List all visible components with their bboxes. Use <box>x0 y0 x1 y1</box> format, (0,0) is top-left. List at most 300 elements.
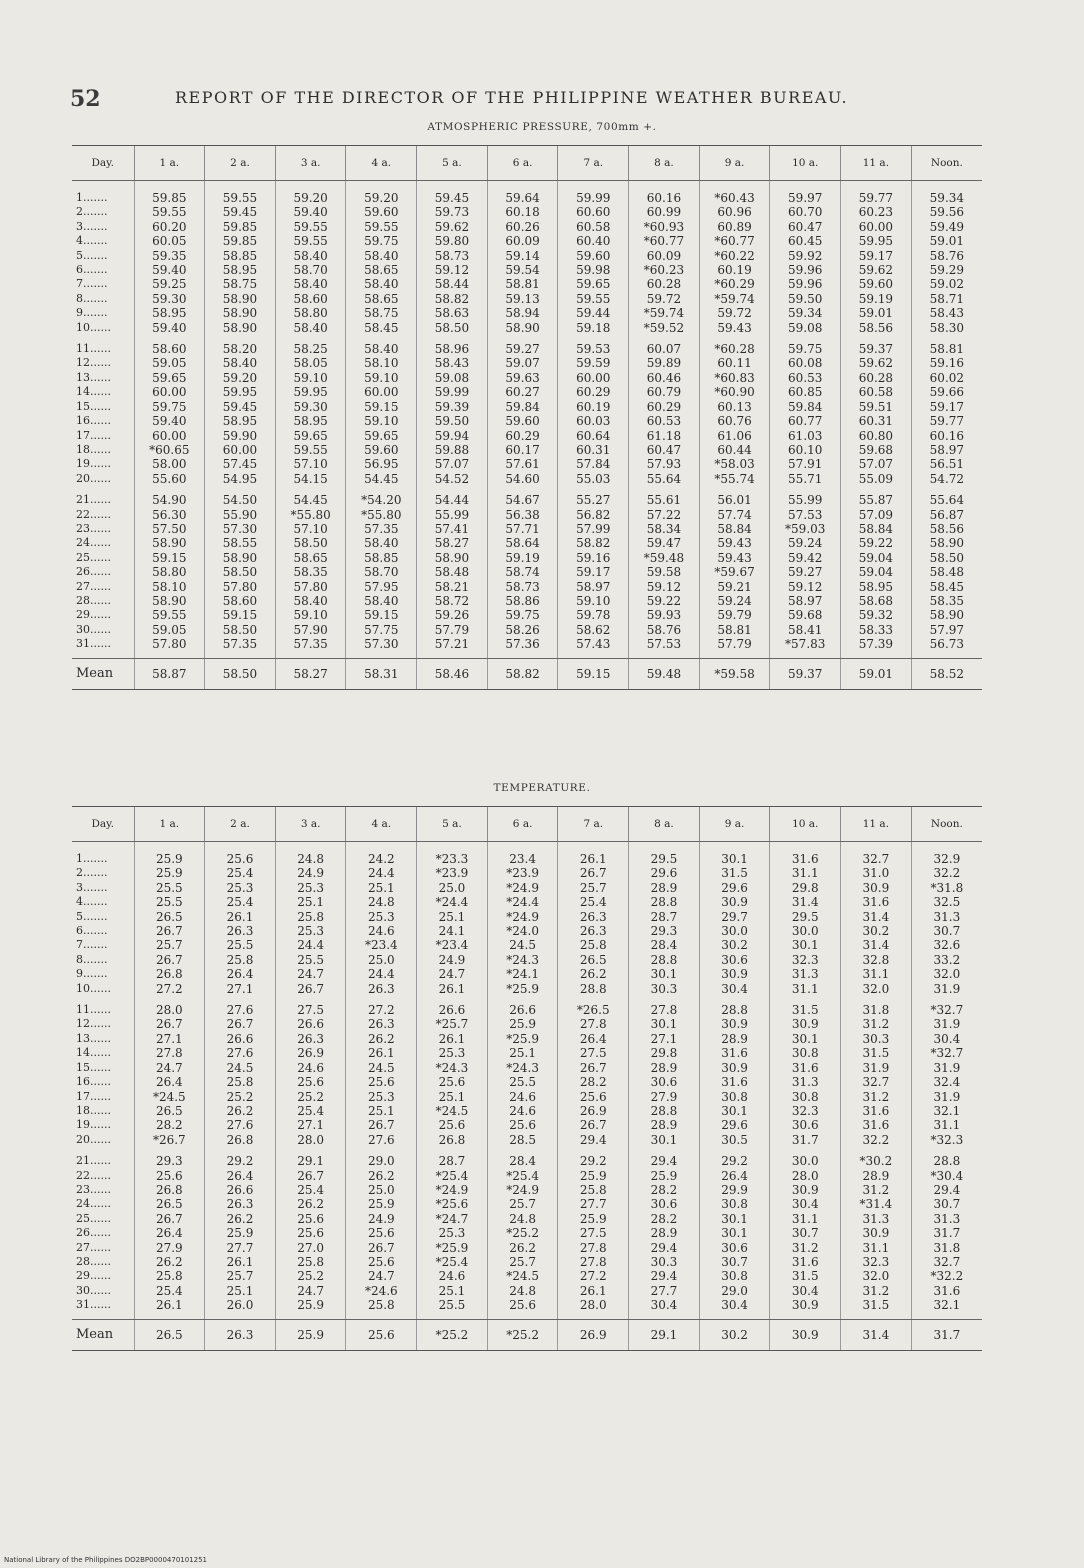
temperature-value: 27.6 <box>205 1118 276 1132</box>
pressure-value: *59.03 <box>770 522 841 536</box>
temperature-value: 27.1 <box>134 1032 205 1046</box>
pressure-value: 59.65 <box>346 429 417 443</box>
pressure-value: 57.07 <box>841 457 912 471</box>
pressure-value: *60.83 <box>699 371 770 385</box>
temperature-value: 24.4 <box>346 866 417 880</box>
temperature-value: 26.2 <box>275 1197 346 1211</box>
temperature-value: 26.3 <box>558 924 629 938</box>
pressure-value: 59.45 <box>205 205 276 219</box>
pressure-value: 56.82 <box>558 508 629 522</box>
temperature-value: 26.7 <box>275 982 346 996</box>
temperature-value: 32.0 <box>841 982 912 996</box>
pressure-value: 59.60 <box>346 443 417 457</box>
pressure-value: 60.40 <box>558 234 629 248</box>
pressure-value: 59.62 <box>841 263 912 277</box>
pressure-value: 59.90 <box>205 429 276 443</box>
temperature-col-header: 1 a. <box>134 807 205 842</box>
pressure-value: 58.84 <box>699 522 770 536</box>
temperature-value: 26.8 <box>134 1183 205 1197</box>
temperature-value: 31.6 <box>770 852 841 866</box>
temperature-row <box>72 1090 982 1104</box>
pressure-value: 58.82 <box>558 536 629 550</box>
pressure-value: 59.73 <box>417 205 488 219</box>
spacer-cell <box>134 486 205 493</box>
pressure-value: 54.95 <box>205 472 276 486</box>
pressure-value: *55.80 <box>346 508 417 522</box>
day-label: 26...... <box>76 1226 111 1240</box>
temperature-value: *26.7 <box>134 1133 205 1147</box>
temperature-value: 25.5 <box>134 895 205 909</box>
temperature-value: 30.8 <box>699 1090 770 1104</box>
temperature-value: 25.5 <box>275 953 346 967</box>
temperature-value: 31.7 <box>911 1226 982 1240</box>
pressure-value: 58.90 <box>205 321 276 335</box>
spacer-cell <box>841 181 912 192</box>
temperature-value: 30.2 <box>699 938 770 952</box>
pressure-value: 58.90 <box>911 608 982 622</box>
pressure-value: 58.33 <box>841 623 912 637</box>
pressure-row <box>72 508 982 522</box>
pressure-value: 57.97 <box>911 623 982 637</box>
spacer-cell <box>629 842 700 853</box>
day-label: 22...... <box>76 1168 111 1182</box>
temperature-value: 24.7 <box>275 967 346 981</box>
temperature-value: 31.1 <box>770 1212 841 1226</box>
spacer-cell <box>134 996 205 1003</box>
temperature-value: 24.9 <box>417 953 488 967</box>
spacer-cell <box>346 996 417 1003</box>
pressure-header-row <box>72 146 982 181</box>
pressure-value: 57.50 <box>134 522 205 536</box>
temperature-value: 26.6 <box>487 1003 558 1017</box>
pressure-value: 60.58 <box>841 385 912 399</box>
temperature-value: 29.4 <box>629 1154 700 1168</box>
temperature-value: 25.1 <box>417 910 488 924</box>
temperature-value: 30.0 <box>699 924 770 938</box>
temperature-value: 30.7 <box>770 1226 841 1240</box>
temperature-value: 25.9 <box>346 1197 417 1211</box>
mean-value: 59.01 <box>841 658 912 689</box>
temperature-header-row <box>72 807 982 842</box>
pressure-value: 55.64 <box>629 472 700 486</box>
temperature-value: 26.6 <box>417 1003 488 1017</box>
pressure-value: 58.95 <box>275 414 346 428</box>
temperature-value: 29.3 <box>134 1154 205 1168</box>
pressure-value: 60.29 <box>487 429 558 443</box>
temperature-row <box>72 1255 982 1269</box>
pressure-value: *60.93 <box>629 220 700 234</box>
pressure-value: 61.03 <box>770 429 841 443</box>
temperature-value: *25.2 <box>487 1226 558 1240</box>
day-label: 7....... <box>76 277 108 291</box>
temperature-row <box>72 953 982 967</box>
pressure-value: 58.43 <box>911 306 982 320</box>
pressure-value: 58.25 <box>275 342 346 356</box>
temperature-value: *30.4 <box>911 1169 982 1183</box>
temperature-row <box>72 938 982 952</box>
pressure-value: 59.29 <box>911 263 982 277</box>
pressure-row <box>72 536 982 550</box>
temperature-value: 28.0 <box>558 1298 629 1312</box>
pressure-value: 60.19 <box>558 400 629 414</box>
pressure-value: 59.10 <box>558 594 629 608</box>
spacer-cell <box>629 996 700 1003</box>
temperature-value: 26.3 <box>275 1032 346 1046</box>
temperature-value: 30.5 <box>699 1133 770 1147</box>
temperature-value: 24.5 <box>346 1061 417 1075</box>
pressure-row <box>72 249 982 263</box>
pressure-value: 59.55 <box>275 234 346 248</box>
temperature-value: 26.6 <box>275 1017 346 1031</box>
pressure-value: 59.22 <box>629 594 700 608</box>
day-label: 16...... <box>76 414 111 428</box>
temperature-value: 25.8 <box>558 1183 629 1197</box>
temperature-value: 24.8 <box>487 1212 558 1226</box>
pressure-value: 57.53 <box>629 637 700 651</box>
temperature-value: 30.1 <box>629 967 700 981</box>
pressure-value: *54.20 <box>346 493 417 507</box>
pressure-value: 58.97 <box>911 443 982 457</box>
mean-value: 58.52 <box>911 658 982 689</box>
temperature-value: 30.6 <box>770 1118 841 1132</box>
pressure-value: 59.10 <box>275 371 346 385</box>
temperature-value: *25.4 <box>417 1255 488 1269</box>
pressure-value: 58.85 <box>205 249 276 263</box>
temperature-value: *25.9 <box>417 1241 488 1255</box>
temperature-value: 31.5 <box>770 1003 841 1017</box>
pressure-value: 59.20 <box>205 371 276 385</box>
pressure-value: 55.99 <box>770 493 841 507</box>
pressure-value: 58.55 <box>205 536 276 550</box>
temperature-value: 25.6 <box>558 1090 629 1104</box>
pressure-value: 60.26 <box>487 220 558 234</box>
temperature-value: 24.7 <box>346 1269 417 1283</box>
pressure-value: 57.35 <box>275 637 346 651</box>
temperature-value: 26.5 <box>134 1104 205 1118</box>
pressure-value: 59.08 <box>417 371 488 385</box>
temperature-row <box>72 1212 982 1226</box>
pressure-value: 57.10 <box>275 457 346 471</box>
pressure-value: 56.95 <box>346 457 417 471</box>
mean-value: 25.9 <box>275 1319 346 1350</box>
temperature-value: 27.1 <box>629 1032 700 1046</box>
mean-value: 26.3 <box>205 1319 276 1350</box>
temperature-value: 32.0 <box>841 1269 912 1283</box>
pressure-value: 57.35 <box>205 637 276 651</box>
temperature-value: 26.5 <box>134 1197 205 1211</box>
day-label: 1....... <box>76 852 108 865</box>
pressure-value: 58.76 <box>911 249 982 263</box>
day-label: 15...... <box>76 1060 111 1074</box>
temperature-value: 29.6 <box>629 866 700 880</box>
temperature-value: 27.8 <box>134 1046 205 1060</box>
pressure-value: 59.59 <box>558 356 629 370</box>
pressure-value: 60.58 <box>558 220 629 234</box>
temperature-value: *25.7 <box>417 1017 488 1031</box>
temperature-value: 31.3 <box>911 910 982 924</box>
temperature-row <box>72 1032 982 1046</box>
pressure-value: *57.83 <box>770 637 841 651</box>
temperature-value: 24.8 <box>487 1284 558 1298</box>
pressure-value: 59.99 <box>417 385 488 399</box>
temperature-value: 30.6 <box>699 1241 770 1255</box>
day-label: 3....... <box>76 880 108 894</box>
temperature-value: 31.3 <box>770 1075 841 1089</box>
pressure-value: 59.63 <box>487 371 558 385</box>
temperature-value: 29.9 <box>699 1183 770 1197</box>
temperature-value: 27.9 <box>629 1090 700 1104</box>
temperature-value: 30.7 <box>911 924 982 938</box>
temperature-value: 25.3 <box>346 1090 417 1104</box>
day-label: 18...... <box>76 1103 111 1117</box>
spacer-cell <box>134 181 205 192</box>
pressure-value: 57.09 <box>841 508 912 522</box>
pressure-value: 59.55 <box>558 292 629 306</box>
pressure-value: 59.55 <box>134 608 205 622</box>
pressure-value: 59.05 <box>134 623 205 637</box>
temperature-value: 25.6 <box>275 1075 346 1089</box>
pressure-value: 58.90 <box>417 551 488 565</box>
day-label: 25...... <box>76 1211 111 1225</box>
temperature-value: 25.6 <box>275 1212 346 1226</box>
temperature-row <box>72 1075 982 1089</box>
pressure-value: 59.88 <box>417 443 488 457</box>
pressure-value: 59.47 <box>629 536 700 550</box>
temperature-value: 25.9 <box>487 1017 558 1031</box>
pressure-value: 59.93 <box>629 608 700 622</box>
temperature-value: 26.4 <box>205 967 276 981</box>
pressure-value: 55.99 <box>417 508 488 522</box>
pressure-value: 58.40 <box>275 249 346 263</box>
pressure-value: 59.07 <box>487 356 558 370</box>
temperature-value: *25.9 <box>487 982 558 996</box>
pressure-value: 57.30 <box>346 637 417 651</box>
temperature-value: 26.5 <box>134 910 205 924</box>
pressure-value: 58.10 <box>134 580 205 594</box>
temperature-value: 32.7 <box>911 1255 982 1269</box>
pressure-value: 58.97 <box>558 580 629 594</box>
day-label: 9....... <box>76 967 108 981</box>
pressure-value: 60.03 <box>558 414 629 428</box>
temperature-value: 28.2 <box>629 1183 700 1197</box>
pressure-value: 59.75 <box>134 400 205 414</box>
temperature-row <box>72 866 982 880</box>
pressure-value: 59.60 <box>346 205 417 219</box>
pressure-row <box>72 234 982 248</box>
pressure-row <box>72 277 982 291</box>
temperature-value: 30.4 <box>770 1284 841 1298</box>
pressure-value: 59.92 <box>770 249 841 263</box>
pressure-value: 58.41 <box>770 623 841 637</box>
pressure-value: 59.27 <box>487 342 558 356</box>
pressure-value: 57.75 <box>346 623 417 637</box>
pressure-value: 58.60 <box>134 342 205 356</box>
pressure-value: 58.05 <box>275 356 346 370</box>
temperature-value: 25.4 <box>275 1104 346 1118</box>
pressure-value: 58.90 <box>205 306 276 320</box>
pressure-value: *58.03 <box>699 457 770 471</box>
pressure-value: 59.95 <box>275 385 346 399</box>
pressure-value: 59.13 <box>487 292 558 306</box>
pressure-col-header: 8 a. <box>629 146 700 181</box>
temperature-value: *24.9 <box>487 910 558 924</box>
temperature-col-header: 11 a. <box>841 807 912 842</box>
temperature-value: 30.1 <box>699 852 770 866</box>
spacer-cell <box>205 335 276 342</box>
pressure-value: 60.85 <box>770 385 841 399</box>
pressure-value: 60.00 <box>134 429 205 443</box>
pressure-value: 59.21 <box>699 580 770 594</box>
pressure-value: 59.05 <box>134 356 205 370</box>
day-label: 28...... <box>76 1254 111 1268</box>
pressure-value: 58.90 <box>487 321 558 335</box>
pressure-value: 58.20 <box>205 342 276 356</box>
spacer-cell <box>346 335 417 342</box>
pressure-value: 59.51 <box>841 400 912 414</box>
pressure-row <box>72 292 982 306</box>
spacer-cell <box>487 335 558 342</box>
pressure-value: 54.45 <box>346 472 417 486</box>
pressure-value: 58.81 <box>911 342 982 356</box>
spacer-row <box>72 335 982 342</box>
temperature-value: *23.9 <box>417 866 488 880</box>
spacer-cell <box>699 996 770 1003</box>
pressure-value: *60.28 <box>699 342 770 356</box>
day-label: 10...... <box>76 981 111 995</box>
spacer-cell <box>134 335 205 342</box>
pressure-value: 59.55 <box>205 191 276 205</box>
temperature-value: 26.7 <box>558 1061 629 1075</box>
pressure-value: 58.65 <box>346 292 417 306</box>
spacer-row <box>72 842 982 853</box>
temperature-value: 32.4 <box>911 1075 982 1089</box>
temperature-value: 26.9 <box>275 1046 346 1060</box>
temperature-value: 26.4 <box>558 1032 629 1046</box>
temperature-value: 31.4 <box>841 938 912 952</box>
temperature-value: 27.2 <box>346 1003 417 1017</box>
pressure-value: 59.68 <box>841 443 912 457</box>
temperature-value: 25.2 <box>205 1090 276 1104</box>
pressure-value: 58.95 <box>134 306 205 320</box>
temperature-value: 31.6 <box>841 1104 912 1118</box>
temperature-value: 29.4 <box>558 1133 629 1147</box>
pressure-value: 60.00 <box>134 385 205 399</box>
temperature-value: 31.0 <box>841 866 912 880</box>
temperature-value: 25.6 <box>417 1075 488 1089</box>
pressure-value: 60.07 <box>629 342 700 356</box>
pressure-value: 59.35 <box>134 249 205 263</box>
spacer-cell <box>134 842 205 853</box>
temperature-value: 31.2 <box>770 1241 841 1255</box>
pressure-value: 59.10 <box>346 371 417 385</box>
temperature-value: 25.0 <box>346 1183 417 1197</box>
pressure-row <box>72 371 982 385</box>
temperature-row <box>72 1284 982 1298</box>
pressure-row <box>72 594 982 608</box>
temperature-value: 30.6 <box>629 1075 700 1089</box>
pressure-value: 57.91 <box>770 457 841 471</box>
pressure-value: 59.26 <box>417 608 488 622</box>
pressure-value: 59.19 <box>487 551 558 565</box>
pressure-value: 58.56 <box>911 522 982 536</box>
temperature-value: 24.8 <box>275 852 346 866</box>
temperature-value: 26.2 <box>346 1032 417 1046</box>
pressure-row <box>72 429 982 443</box>
pressure-row <box>72 385 982 399</box>
pressure-value: 59.89 <box>629 356 700 370</box>
temperature-value: 26.7 <box>346 1118 417 1132</box>
pressure-value: 60.31 <box>558 443 629 457</box>
temperature-value: *25.4 <box>487 1169 558 1183</box>
pressure-value: 59.17 <box>558 565 629 579</box>
temperature-value: 26.6 <box>205 1183 276 1197</box>
pressure-value: 55.87 <box>841 493 912 507</box>
pressure-row <box>72 342 982 356</box>
pressure-row <box>72 414 982 428</box>
temperature-value: 25.5 <box>487 1075 558 1089</box>
temperature-value: 30.1 <box>699 1226 770 1240</box>
pressure-value: 57.45 <box>205 457 276 471</box>
temperature-value: *32.7 <box>911 1046 982 1060</box>
temperature-value: 25.9 <box>205 1226 276 1240</box>
footer-credit: National Library of the Philippines DO2BP0000470101251 <box>4 1556 207 1564</box>
pressure-value: 59.45 <box>205 400 276 414</box>
pressure-value: 58.40 <box>346 249 417 263</box>
temperature-col-header: 6 a. <box>487 807 558 842</box>
temperature-value: 25.3 <box>205 881 276 895</box>
pressure-value: 60.10 <box>770 443 841 457</box>
pressure-value: 59.20 <box>346 191 417 205</box>
pressure-value: 59.32 <box>841 608 912 622</box>
temperature-value: 26.1 <box>417 982 488 996</box>
spacer-cell <box>770 1147 841 1154</box>
pressure-value: 59.43 <box>699 321 770 335</box>
temperature-value: 26.2 <box>487 1241 558 1255</box>
mean-value: *25.2 <box>417 1319 488 1350</box>
mean-value: 58.87 <box>134 658 205 689</box>
pressure-value: 55.03 <box>558 472 629 486</box>
temperature-value: 31.5 <box>841 1046 912 1060</box>
pressure-value: *59.52 <box>629 321 700 335</box>
temperature-value: 31.4 <box>841 910 912 924</box>
spacer-row <box>72 996 982 1003</box>
day-label: 8....... <box>76 952 108 966</box>
pressure-value: 54.44 <box>417 493 488 507</box>
spacer-cell <box>72 181 134 192</box>
temperature-value: 26.2 <box>205 1104 276 1118</box>
pressure-value: 57.21 <box>417 637 488 651</box>
pressure-value: 59.01 <box>911 234 982 248</box>
spacer-row <box>72 486 982 493</box>
day-label: 2....... <box>76 205 108 219</box>
temperature-value: *24.4 <box>417 895 488 909</box>
pressure-value: 60.45 <box>770 234 841 248</box>
temperature-row <box>72 1298 982 1312</box>
pressure-value: 59.55 <box>346 220 417 234</box>
temperature-value: 27.2 <box>134 982 205 996</box>
temperature-value: 28.9 <box>841 1169 912 1183</box>
temperature-value: 25.9 <box>558 1212 629 1226</box>
day-label: 12...... <box>76 1017 111 1031</box>
mean-value: 26.5 <box>134 1319 205 1350</box>
mean-value: 31.7 <box>911 1319 982 1350</box>
spacer-cell <box>699 842 770 853</box>
temperature-value: *24.1 <box>487 967 558 981</box>
temperature-value: 25.8 <box>205 953 276 967</box>
temperature-value: *25.6 <box>417 1197 488 1211</box>
day-label: 10...... <box>76 320 111 334</box>
temperature-value: *24.3 <box>487 1061 558 1075</box>
